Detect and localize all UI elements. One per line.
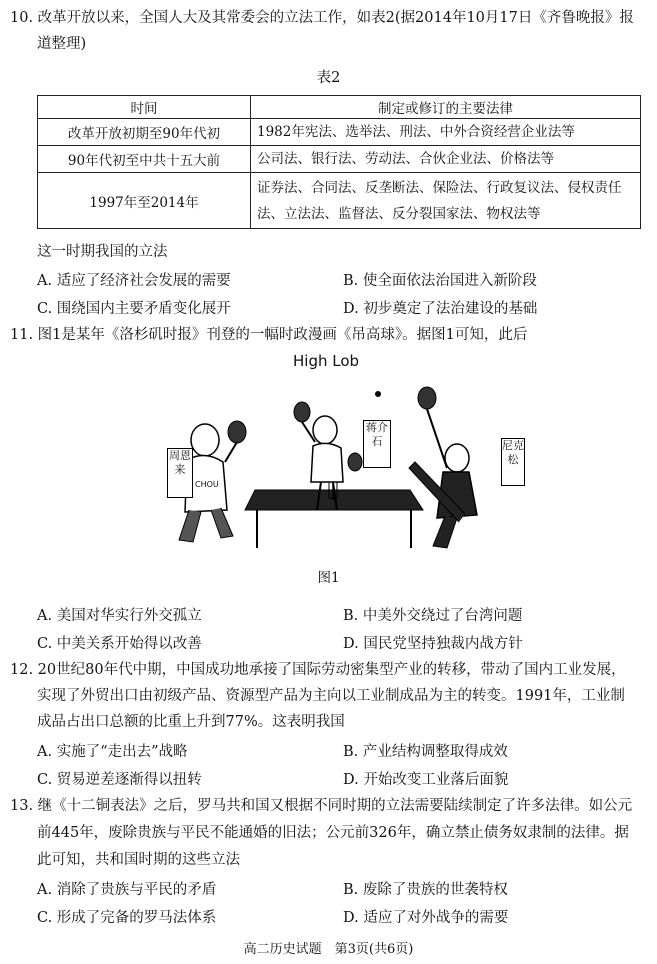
q12-option-d[interactable]: D. 开始改变工业落后面貌	[343, 772, 509, 788]
page-footer: 高二历史试题 第3页(共6页)	[243, 942, 414, 957]
q11-option-c[interactable]: C. 中美关系开始得以改善	[37, 636, 202, 652]
q10-stem-line1: 10. 改革开放以来，全国人大及其常委会的立法工作，如表2(据2014年10月17日《齐鲁晚报》报	[10, 10, 634, 26]
q12-option-b[interactable]: B. 产业结构调整取得成效	[343, 744, 508, 760]
q13-stem-line2: 前445年，废除贵族与平民不能通婚的旧法；公元前326年，确立禁止债务奴隶制的法律。据	[37, 825, 629, 841]
cartoon-label-right: 尼克松	[501, 438, 525, 486]
cartoon-title: High Lob	[293, 352, 360, 370]
table-cell-period: 1997年至2014年	[38, 173, 251, 229]
cartoon-label-left: 周恩来	[167, 448, 193, 498]
q13-option-b[interactable]: B. 废除了贵族的世袭特权	[343, 882, 508, 898]
q10-option-b[interactable]: B. 使全面依法治国进入新阶段	[343, 273, 537, 289]
cartoon-shirt-text: CHOU	[195, 480, 219, 489]
q13-option-a[interactable]: A. 消除了贵族与平民的矛盾	[37, 882, 217, 898]
q13-stem-line3: 此可知，共和国时期的这些立法	[37, 852, 240, 868]
law-table	[37, 95, 641, 229]
q13-option-c[interactable]: C. 形成了完备的罗马法体系	[37, 910, 217, 926]
cartoon-figure	[165, 350, 525, 555]
q10-question: 这一时期我国的立法	[37, 244, 168, 260]
figure-caption: 图1	[317, 570, 340, 586]
table-cell-laws: 1982年宪法、选举法、刑法、中外合资经营企业法等	[251, 119, 641, 146]
table-cell-laws-line1: 证券法、合同法、反垄断法、保险法、行政复议法、侵权责任	[257, 179, 622, 196]
q12-option-c[interactable]: C. 贸易逆差逐渐得以扭转	[37, 772, 202, 788]
q11-option-b[interactable]: B. 中美外交绕过了台湾问题	[343, 608, 523, 624]
table-cell-period: 改革开放初期至90年代初	[38, 119, 251, 146]
q11-stem-line1: 11. 图1是某年《洛杉矶时报》刊登的一幅时政漫画《吊高球》。据图1可知，此后	[10, 327, 528, 343]
table-header-row	[38, 96, 641, 119]
q13-stem-line1: 13. 继《十二铜表法》之后，罗马共和国又根据不同时期的立法需要陆续制定了许多法律。如公元	[10, 798, 633, 814]
table-row	[38, 119, 641, 146]
table-cell-laws: 公司法、银行法、劳动法、合伙企业法、价格法等	[251, 146, 641, 173]
q12-stem-line2: 实现了外贸出口由初级产品、资源型产品为主向以工业制成品为主的转变。1991年，工业制	[37, 688, 625, 704]
q10-option-a[interactable]: A. 适应了经济社会发展的需要	[37, 273, 231, 289]
table-cell-period: 90年代初至中共十五大前	[38, 146, 251, 173]
q13-option-d[interactable]: D. 适应了对外战争的需要	[343, 910, 509, 926]
q10-option-c[interactable]: C. 围绕国内主要矛盾变化展开	[37, 301, 231, 317]
table-row	[38, 173, 641, 229]
table-header-laws: 制定或修订的主要法律	[251, 96, 641, 119]
table-cell-laws	[251, 173, 641, 229]
q10-stem-line2: 道整理)	[37, 36, 87, 52]
q12-stem-line3: 成品占出口总额的比重上升到77%。这表明我国	[37, 714, 345, 730]
cartoon-drawing	[165, 350, 525, 555]
table-header-period: 时间	[38, 96, 251, 119]
q11-option-d[interactable]: D. 国民党坚持独裁内战方针	[343, 636, 523, 652]
table-cell-laws-line2: 法、立法法、监督法、反分裂国家法、物权法等	[257, 205, 541, 222]
q12-stem-line1: 12. 20世纪80年代中期，中国成功地承接了国际劳动密集型产业的转移，带动了国内工业发展，	[10, 662, 626, 678]
table-caption: 表2	[316, 70, 341, 86]
q12-option-a[interactable]: A. 实施了“走出去”战略	[37, 744, 188, 760]
cartoon-label-mid: 蒋介石	[363, 420, 391, 468]
table-row	[38, 146, 641, 173]
q10-option-d[interactable]: D. 初步奠定了法治建设的基础	[343, 301, 538, 317]
q11-option-a[interactable]: A. 美国对华实行外交孤立	[37, 608, 202, 624]
